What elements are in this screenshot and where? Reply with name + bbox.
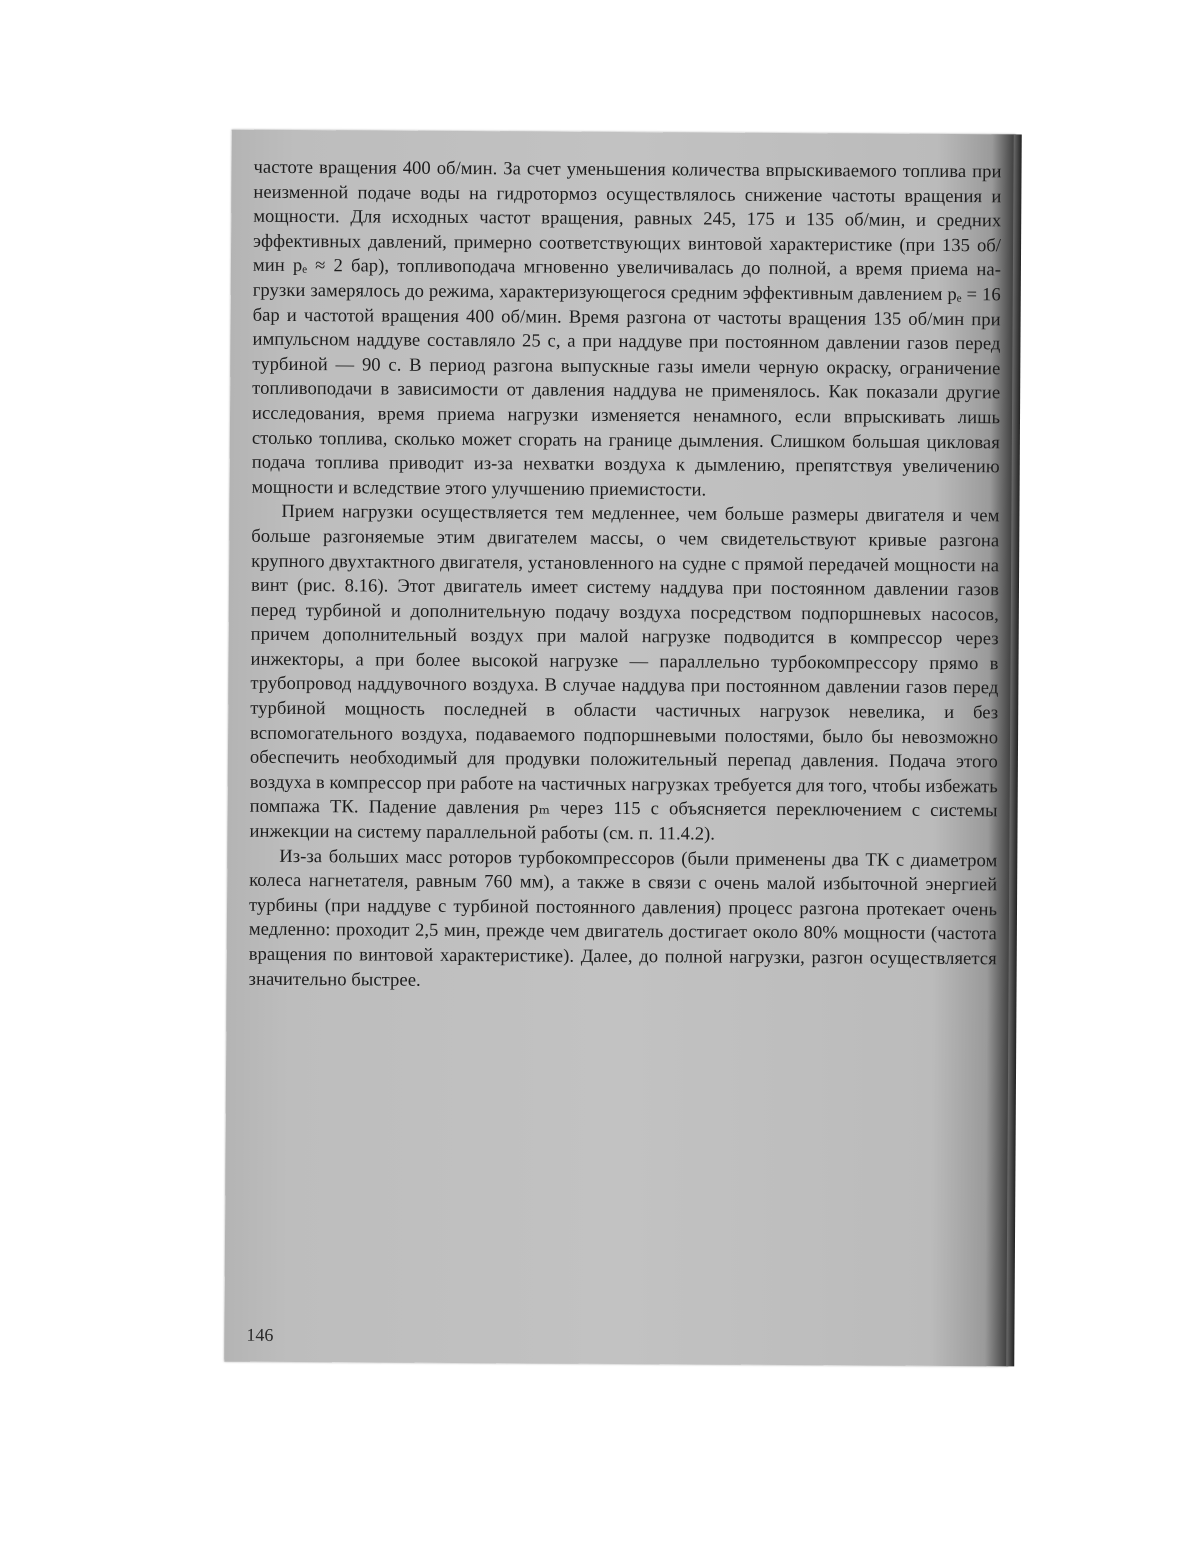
body-text [249, 156, 1002, 997]
paragraph-2: Прием нагрузки осуществляется тем медленнее, чем больше размеры двигателя и чем больше разгоняемые этим двигателем массы, о чем свидетельствуют кривые разгона крупного двухтактного двигателя, установленного на судне с прямой передачей мощности на винт (рис. 8.16). Этот двигатель имеет систему наддува при постоянном давлении газов перед турбиной и дополнительную подачу воздуха посредством подпоршневых насосов, причем дополнительный воздух при малой нагрузке подводится в компрессор через инжекторы, а при более высокой нагрузке — параллельно турбокомпрессору прямо в трубопровод наддувочного воздуха. В случае наддува при постоянном давлении газов перед турбиной мощность последней в области частичных нагрузок невелика, и без вспомогательного воздуха, подаваемого подпоршневыми полостями, было бы невозможно обеспечить необходимый для продувки положительный перепад давления. Подача этого воздуха в компрессор при работе на частичных нагрузках требуется для того, чтобы избежать помпажа ТК. Падение давления pₘ через 115 с объясняется переключением с системы инжекции на систему параллельной работы (см. п. 11.4.2). [249, 501, 1000, 845]
paragraph-1: частоте вращения 400 об/мин. За счет уменьшения количества впрыскиваемого топлива при неизменной подаче воды на гидротормоз осуществлялось снижение частоты вращения и мощности. Для исходных частот вращения, равных 245, 175 и 135 об/мин, и средних эффективных давлений, примерно соответствующих винтовой характеристике (при 135 об/мин pₑ ≈ 2 бар), топливоподача мгновенно увеличивалась до полной, а время приема нагрузки замерялось до режима, характеризующегося средним эффективным давлением pₑ = 16 бар и частотой вращения 400 об/мин. Время разгона от частоты вращения 135 об/мин при импульсном наддуве составляло 25 с, а при наддуве при постоянном давлении газов перед турбиной — 90 с. В период разгона выпускные газы имели черную окраску, ограничение топливоподачи в зависимости от давления наддува не применялось. Как показали другие исследования, время приема нагрузки изменяется ненамного, если впрыскивать лишь столько топлива, сколько может сгорать на границе дымления. Слишком большая цикловая подача топлива приводит из-за нехватки воздуха к дымлению, препятствуя увеличению мощности и вследствие этого улучшению приемистости. [251, 156, 1002, 501]
scanned-page [224, 130, 1016, 1367]
page-number: 146 [246, 1324, 274, 1345]
paragraph-3: Из-за больших масс роторов турбокомпрессоров (были применены два ТК с диаметром колеса нагнетателя, равным 760 мм), а также в связи с очень малой избыточной энергией турбины (при наддуве с турбиной постоянного давления) процесс разгона протекает очень медленно: проходит 2,5 мин, прежде чем двигатель достигает около 80% мощности (частота вращения по винтовой характеристике). Далее, до полной нагрузки, разгон осуществляется значительно быстрее. [248, 845, 998, 991]
page-binding-edge [1006, 134, 1022, 1366]
